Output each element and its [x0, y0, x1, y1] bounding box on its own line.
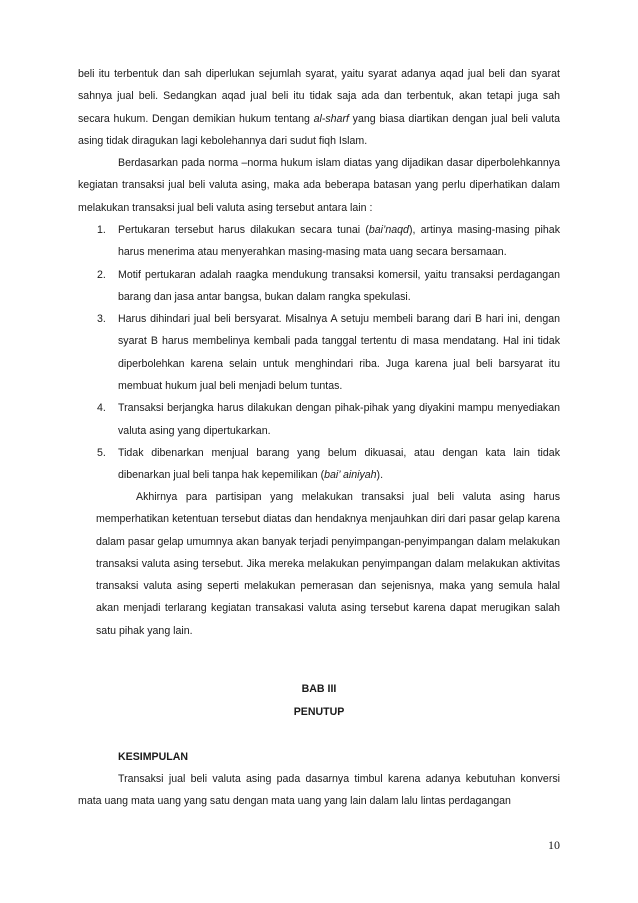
list-item: [78, 442, 560, 487]
conditions-list: [78, 219, 560, 487]
chapter-label: BAB III: [301, 683, 337, 695]
list-item: [78, 308, 560, 397]
list-item: [78, 219, 560, 264]
paragraph-intro: [78, 63, 560, 152]
paragraph-intro-text-end: yang biasa diartikan dengan jual beli valuta asing tidak diragukan lagi kebolehannya dari sudut fiqh Islam.: [78, 112, 561, 147]
paragraph-intro-text: beli itu terbentuk dan sah diperlukan sejumlah syarat, yaitu syarat adanya aqad jual beli dan syarat sahnya jual beli. Sedangkan aqad jual beli itu tidak saja ada dan terbentuk, akan tetapi juga sah secara hukum. Dengan demikian hukum tentang: [78, 68, 560, 125]
list-item-text-end: ), artinya masing-masing pihak harus menerima atau menyerahkan masing-masing mata uang secara bersamaan.: [118, 224, 560, 259]
list-item: [78, 397, 560, 442]
list-item-text-end: ).: [376, 469, 384, 482]
list-item-italic-term: bai’naqd: [368, 224, 409, 236]
chapter-title: PENUTUP: [293, 706, 345, 718]
list-item-text: Pertukaran tersebut harus dilakukan secara tunai (: [118, 224, 369, 236]
list-item: [78, 264, 560, 309]
page-number: 10: [548, 838, 560, 852]
paragraph-conclusion-list: Akhirnya para partisipan yang melakukan transaksi jual beli valuta asing harus memperhatikan ketentuan tersebut diatas dan hendaknya menjauhkan diri dari pasar gelap karena dalam pasar gelap umumnya akan banyak terjadi penyimpangan-penyimpangan dalam melakukan transaksi valuta asing tersebut. Jika mereka melakukan penyimpangan dalam melakukan aktivitas transaksi valuta asing seperti melakukan pemerasan dan sejenisnya, maka yang semula halal akan menjadi terlarang kegiatan transakasi valuta asing tersebut karena dapat merugikan salah satu pihak yang lain.: [96, 491, 560, 637]
list-item-text: Harus dihindari jual beli bersyarat. Misalnya A setuju membeli barang dari B hari ini, dengan syarat B harus membelinya kembali pada tanggal tertentu di masa mendatang. Hal ini tidak diperbolehkan karena selain untuk menghindari riba. Juga karena jual beli barsyarat itu membuat hukum jual beli menjadi belum tuntas.: [118, 313, 560, 393]
list-item-number: 1.: [97, 224, 106, 236]
list-item-number: 5.: [97, 446, 106, 459]
list-item-text: Transaksi berjangka harus dilakukan dengan pihak-pihak yang diyakini mampu menyediakan valuta asing yang dipertukarkan.: [118, 402, 560, 437]
paragraph-intro-italic-term: al-sharf: [313, 112, 349, 125]
paragraph-kesimpulan: Transaksi jual beli valuta asing pada dasarnya timbul karena adanya kebutuhan konversi mata uang mata uang yang satu dengan mata uang yang lain dalam lalu lintas perdagangan: [78, 773, 560, 808]
section-heading: KESIMPULAN: [118, 751, 189, 763]
list-item-text: Motif pertukaran adalah raagka mendukung transaksi komersil, yaitu transaksi perdagangan barang dan jasa antar bangsa, bukan dalam rangka spekulasi.: [118, 268, 560, 303]
list-item-number: 3.: [97, 313, 106, 326]
paragraph-conditions-intro: Berdasarkan pada norma –norma hukum islam diatas yang dijadikan dasar diperbolehkannya kegiatan transaksi jual beli valuta asing, maka ada beberapa batasan yang perlu diperhatikan dalam melakukan transaksi jual beli valuta asing tersebut antara lain :: [78, 157, 560, 214]
list-item-number: 2.: [97, 268, 106, 281]
list-item-text: Tidak dibenarkan menjual barang yang belum dikuasai, atau dengan kata lain tidak dibenarkan jual beli tanpa hak kepemilikan (: [118, 446, 560, 482]
list-item-number: 4.: [97, 402, 106, 415]
list-item-italic-term: bai’ ainiyah: [324, 469, 377, 482]
